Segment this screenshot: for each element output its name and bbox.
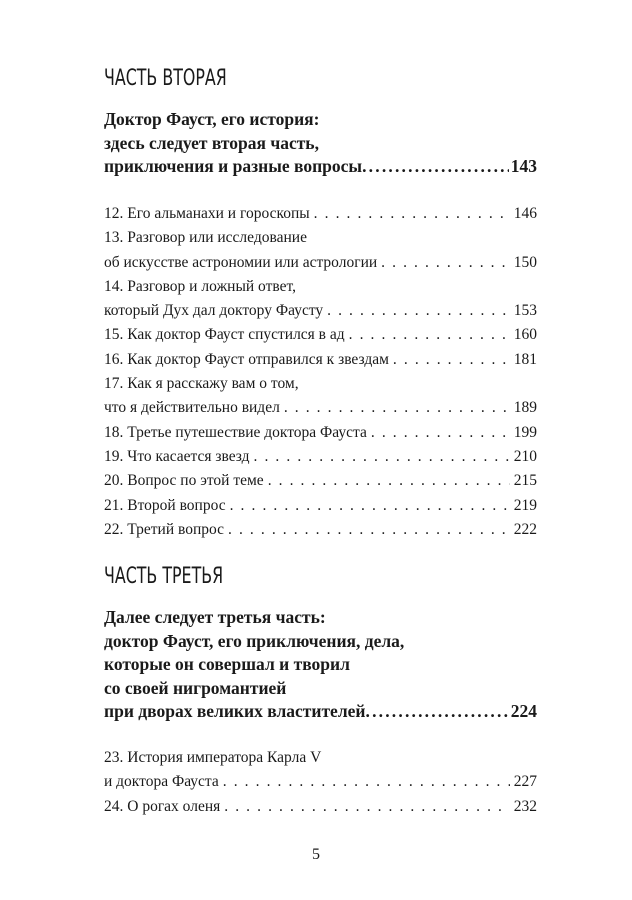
part-three-entries xyxy=(104,746,537,819)
part-two-heading: ЧАСТЬ ВТОРАЯ xyxy=(104,66,227,91)
entry-title: 15. Как доктор Фауст спустился в ад xyxy=(104,326,345,344)
entry-title: который Дух дал доктору Фаусту xyxy=(104,302,324,320)
entry-page: 222 xyxy=(513,520,537,538)
entry-line xyxy=(104,445,537,469)
toc-entry xyxy=(104,421,537,445)
entry-line xyxy=(104,299,537,323)
entry-page: 146 xyxy=(513,205,537,222)
toc-entry xyxy=(104,226,537,275)
toc-entry xyxy=(104,372,537,421)
entry-title-line: 13. Разговор или исследование xyxy=(104,229,307,247)
dot-leader xyxy=(393,348,510,372)
dot-leader xyxy=(362,155,509,179)
entry-page: 210 xyxy=(513,447,537,465)
entry-title: 12. Его альманахи и гороскопы xyxy=(104,205,310,222)
entry-line xyxy=(104,469,537,493)
dot-leader xyxy=(254,445,510,469)
dot-leader xyxy=(349,323,510,347)
entry-line xyxy=(104,202,537,226)
entry-title: при дворах великих властителей xyxy=(104,701,366,721)
dot-leader xyxy=(223,770,510,794)
entry-page: 181 xyxy=(513,350,537,368)
part-three-heading: ЧАСТЬ ТРЕТЬЯ xyxy=(104,564,224,589)
entry-title: 16. Как доктор Фауст отправился к звездам xyxy=(104,350,389,368)
entry-page: 189 xyxy=(513,399,537,417)
toc-entry xyxy=(104,795,537,819)
entry-line xyxy=(104,770,537,794)
dot-leader xyxy=(371,421,510,445)
entry-page: 153 xyxy=(513,302,537,320)
dot-leader xyxy=(284,396,510,420)
entry-title-line: 14. Разговор и ложный ответ, xyxy=(104,277,296,295)
entry-title-line: 23. История императора Карла V xyxy=(104,749,322,766)
entry-title: 19. Что касается звезд xyxy=(104,447,250,465)
entry-title: и доктора Фауста xyxy=(104,773,219,791)
page-number: 5 xyxy=(312,846,320,863)
entry-page: 150 xyxy=(513,253,537,271)
toc-entry xyxy=(104,746,537,795)
entry-page: 160 xyxy=(513,326,537,344)
toc-entry xyxy=(104,275,537,324)
toc-entry xyxy=(104,518,537,542)
entry-title: приключения и разные вопросы xyxy=(104,156,363,176)
toc-entry xyxy=(104,202,537,226)
title-line: здесь следует вторая часть, xyxy=(104,132,319,153)
toc-entry xyxy=(104,348,537,372)
entry-title: что я действительно видел xyxy=(104,399,280,417)
entry-page: 143 xyxy=(510,156,537,176)
entry-line xyxy=(104,494,537,518)
dot-leader xyxy=(381,251,510,275)
entry-line xyxy=(104,251,537,275)
dot-leader xyxy=(230,494,510,518)
entry-page: 215 xyxy=(513,472,537,490)
title-line-with-page xyxy=(104,700,537,724)
entry-page: 227 xyxy=(513,773,537,791)
dot-leader xyxy=(327,299,510,323)
toc-entry xyxy=(104,323,537,347)
part-three-title xyxy=(104,606,537,724)
toc-entry xyxy=(104,469,537,493)
dot-leader xyxy=(366,700,509,724)
entry-page: 199 xyxy=(513,423,537,441)
dot-leader xyxy=(228,518,510,542)
entry-line xyxy=(104,421,537,445)
entry-title: 24. О рогах оленя xyxy=(104,797,221,815)
title-line-with-page xyxy=(104,155,537,179)
entry-title: 20. Вопрос по этой теме xyxy=(104,472,264,490)
title-line: доктор Фауст, его приключения, дела, xyxy=(104,630,405,651)
dot-leader xyxy=(224,795,509,819)
dot-leader xyxy=(268,469,510,493)
entry-page: 219 xyxy=(513,496,537,514)
entry-line xyxy=(104,348,537,372)
entry-line xyxy=(104,323,537,347)
entry-title-line: 17. Как я расскажу вам о том, xyxy=(104,375,299,393)
entry-line xyxy=(104,396,537,420)
part-two-title xyxy=(104,108,537,179)
entry-page: 224 xyxy=(510,701,537,721)
dot-leader xyxy=(314,202,510,226)
entry-line xyxy=(104,795,537,819)
title-line: Доктор Фауст, его история: xyxy=(104,109,320,129)
entry-title: об искусстве астрономии или астрологии xyxy=(104,253,378,271)
entry-title: 21. Второй вопрос xyxy=(104,496,226,514)
entry-line xyxy=(104,518,537,542)
toc-entry xyxy=(104,494,537,518)
entry-title: 22. Третий вопрос xyxy=(104,520,225,538)
entry-title: 18. Третье путешествие доктора Фауста xyxy=(104,423,367,441)
title-line: которые он совершал и творил xyxy=(104,654,350,674)
toc-entry xyxy=(104,445,537,469)
entry-page: 232 xyxy=(513,797,537,815)
title-line: со своей нигромантией xyxy=(104,677,287,698)
part-two-entries xyxy=(104,202,537,542)
title-line: Далее следует третья часть: xyxy=(104,607,326,627)
